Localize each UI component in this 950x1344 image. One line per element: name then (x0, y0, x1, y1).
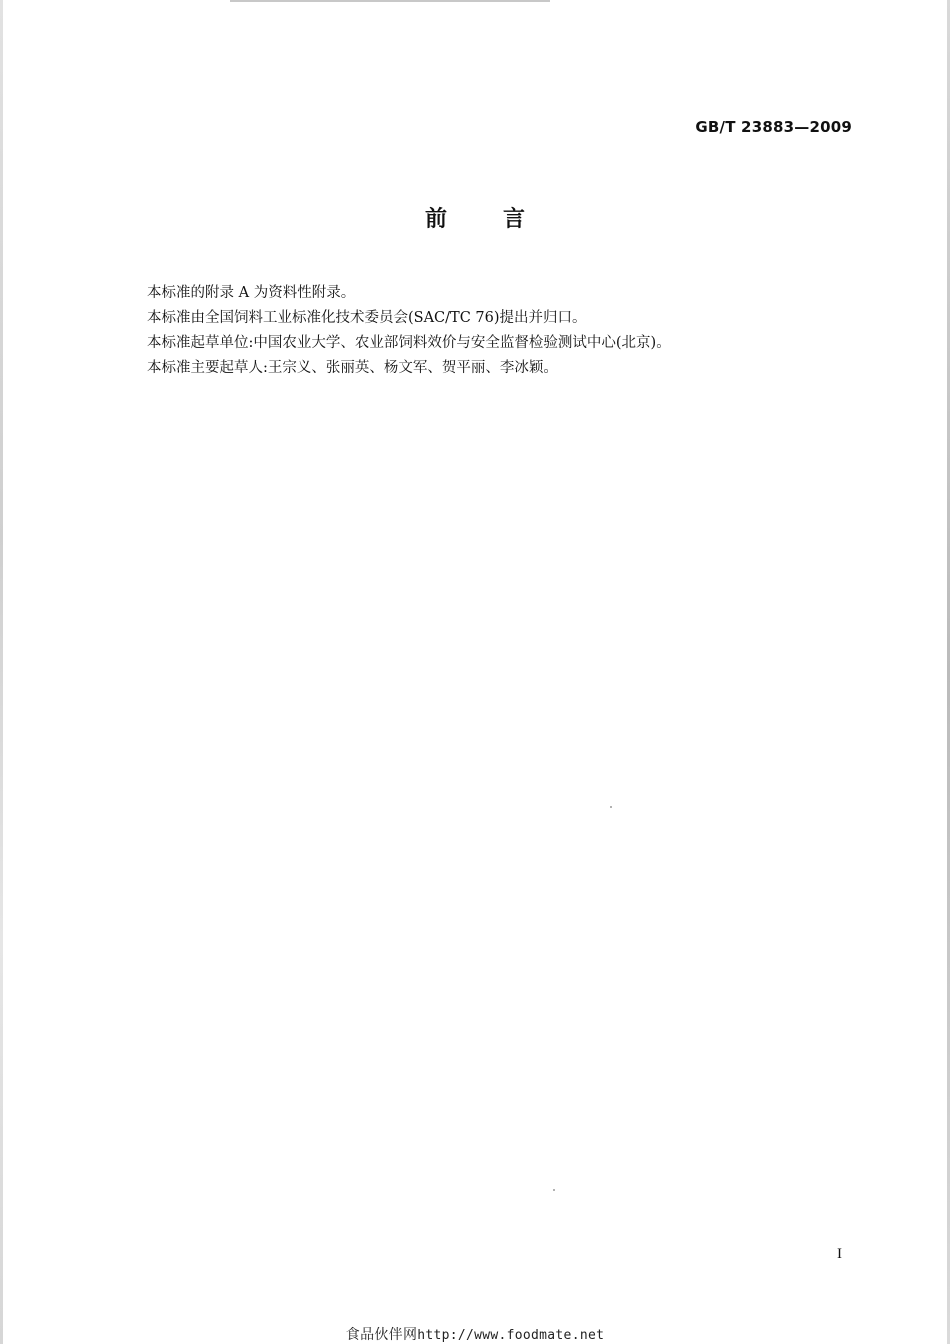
paragraph-proposer: 本标准由全国饲料工业标准化技术委员会(SAC/TC 76)提出并归口。 (147, 310, 587, 326)
preface-body (147, 281, 847, 381)
top-scan-rule (230, 0, 550, 2)
footer-site-name: 食品伙伴网 (345, 1327, 418, 1343)
footer-url[interactable]: http://www.foodmate.net (417, 1328, 605, 1343)
paragraph-drafters: 本标准主要起草人:王宗义、张丽英、杨文军、贺平丽、李冰颖。 (147, 360, 558, 376)
scan-speck (610, 806, 612, 808)
scan-speck (553, 1189, 555, 1191)
page-number: I (837, 1246, 842, 1262)
footer-watermark (0, 1324, 950, 1344)
paragraph-drafting-units: 本标准起草单位:中国农业大学、农业部饲料效价与安全监督检验测试中心(北京)。 (147, 335, 671, 351)
page-title: 前言 (424, 207, 581, 232)
paragraph-appendix: 本标准的附录 A 为资料性附录。 (147, 285, 356, 301)
standard-number: GB/T 23883—2009 (695, 118, 852, 136)
